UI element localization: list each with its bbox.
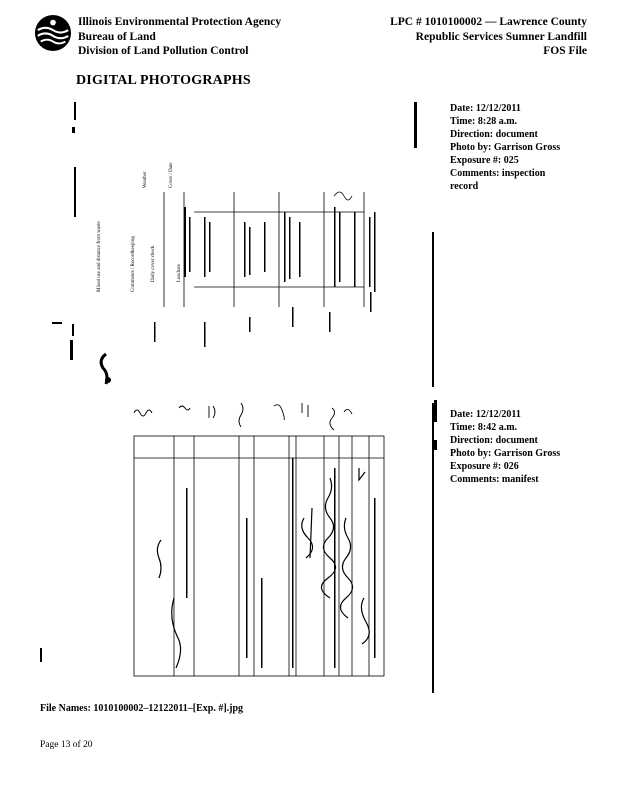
photo2-time: Time: 8:42 a.m.: [450, 422, 518, 433]
photo2-divider-mark: [434, 440, 437, 450]
site-header: [390, 15, 587, 59]
photo1-date: Date: 12/12/2011: [450, 103, 521, 114]
svg-text:Leachate: Leachate: [177, 263, 182, 282]
photo-inspection-record: [34, 92, 439, 392]
svg-text:Cover / Date: Cover / Date: [169, 162, 174, 188]
photo-manifest: [34, 398, 439, 698]
agency-header: [78, 15, 281, 59]
photo1-comments: Comments: inspection: [450, 168, 546, 179]
photo1-direction: Direction: document: [450, 129, 538, 140]
photo2-divider: [434, 400, 437, 422]
inspection-record-image: [34, 92, 439, 392]
photo1-comments-cont: record: [450, 181, 479, 192]
svg-text:Daily cover check: Daily cover check: [151, 245, 156, 282]
site-lpc-number: LPC # 1010100002 — Lawrence County: [390, 16, 587, 28]
svg-text:Comments / Recordkeeping: Comments / Recordkeeping: [131, 236, 136, 292]
file-type: FOS File: [543, 45, 587, 57]
photo1-exposure: Exposure #: 025: [450, 155, 519, 166]
bureau-name: Bureau of Land: [78, 30, 156, 43]
photo2-caption: [450, 408, 600, 486]
svg-text:Weather: Weather: [143, 171, 148, 188]
section-title: DIGITAL PHOTOGRAPHS: [76, 73, 251, 88]
photo2-photographer: Photo by: Garrison Gross: [450, 448, 561, 459]
photo2-direction: Direction: document: [450, 435, 538, 446]
svg-text:Mixed use and distance from wa: Mixed use and distance from waste: [97, 221, 102, 292]
agency-name: Illinois Environmental Protection Agency: [78, 16, 282, 28]
photo1-divider: [414, 102, 417, 148]
photo2-date: Date: 12/12/2011: [450, 409, 521, 420]
photo2-exposure: Exposure #: 026: [450, 461, 519, 472]
photo1-time: Time: 8:28 a.m.: [450, 116, 518, 127]
manifest-image: [34, 398, 439, 698]
photo1-photographer: Photo by: Garrison Gross: [450, 142, 561, 153]
illinois-epa-seal-icon: [34, 14, 72, 52]
photo2-comments: Comments: manifest: [450, 474, 539, 485]
page-number: Page 13 of 20: [40, 740, 93, 750]
file-names: File Names: 1010100002–12122011–[Exp. #].jpg: [40, 703, 244, 714]
photo1-caption: [450, 102, 600, 193]
site-name: Republic Services Sumner Landfill: [415, 30, 587, 43]
division-name: Division of Land Pollution Control: [78, 45, 249, 57]
